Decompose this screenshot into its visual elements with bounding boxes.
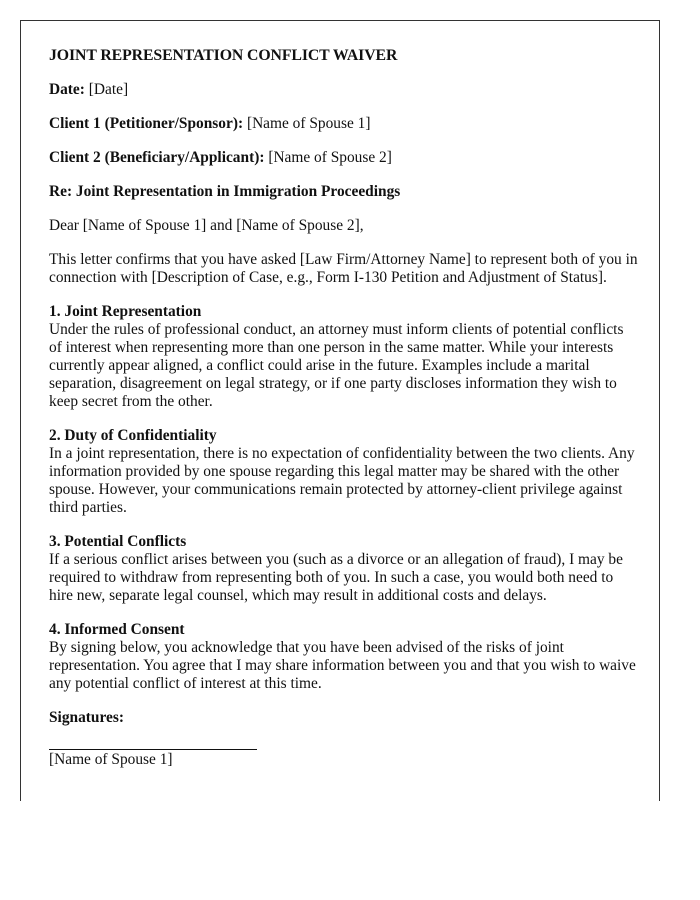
section-heading: 2. Duty of Confidentiality [49,427,217,444]
re-line: Re: Joint Representation in Immigration Proceedings [49,183,401,200]
document-content [49,47,639,769]
section-heading: 3. Potential Conflicts [49,533,187,550]
client2-label: Client 2 (Beneficiary/Applicant): [49,149,265,166]
section-heading: 1. Joint Representation [49,303,202,320]
client1-value: [Name of Spouse 1] [246,115,371,132]
date-label: Date: [49,81,85,98]
section-body: By signing below, you acknowledge that you have been advised of the risks of joint representation. You agree that I may share information between you and that you wish to waive any potential conflict of interest at this time. [49,639,636,692]
salutation: Dear [Name of Spouse 1] and [Name of Spouse 2], [49,217,364,234]
section-informed-consent [49,621,639,693]
signatures-heading: Signatures: [49,709,124,726]
client2-field [49,149,639,167]
section-potential-conflicts [49,533,639,605]
document-page [20,20,660,801]
section-heading: 4. Informed Consent [49,621,185,638]
document-title: JOINT REPRESENTATION CONFLICT WAIVER [49,47,398,64]
signature-name: [Name of Spouse 1] [49,751,173,768]
client2-value: [Name of Spouse 2] [268,149,392,166]
client1-label: Client 1 (Petitioner/Sponsor): [49,115,244,132]
client1-field [49,115,639,133]
signature-line [49,749,257,750]
section-duty-of-confidentiality [49,427,639,517]
intro-paragraph: This letter confirms that you have asked [Law Firm/Attorney Name] to represent both of you in connection with [Description of Case, e.g., Form I-130 Petition and Adjustment of Status]. [49,251,638,286]
section-joint-representation [49,303,639,411]
signature-block-spouse-1 [49,749,639,769]
date-value: [Date] [88,81,129,98]
date-field [49,81,639,99]
section-body: If a serious conflict arises between you (such as a divorce or an allegation of fraud), I may be required to withdraw from representing both of you. In such a case, you would both need to hire new, separate legal counsel, which may result in additional costs and delays. [49,551,623,604]
section-body: Under the rules of professional conduct, an attorney must inform clients of potential conflicts of interest when representing more than one person in the same matter. While your interests currently appear aligned, a conflict could arise in the future. Examples include a marital separation, disagreement on legal strategy, or if one party discloses information they wish to keep secret from the other. [49,321,624,410]
section-body: In a joint representation, there is no expectation of confidentiality between the two clients. Any information provided by one spouse regarding this legal matter may be shared with the other spouse. However, your communications remain protected by attorney-client privilege against third parties. [49,445,635,516]
